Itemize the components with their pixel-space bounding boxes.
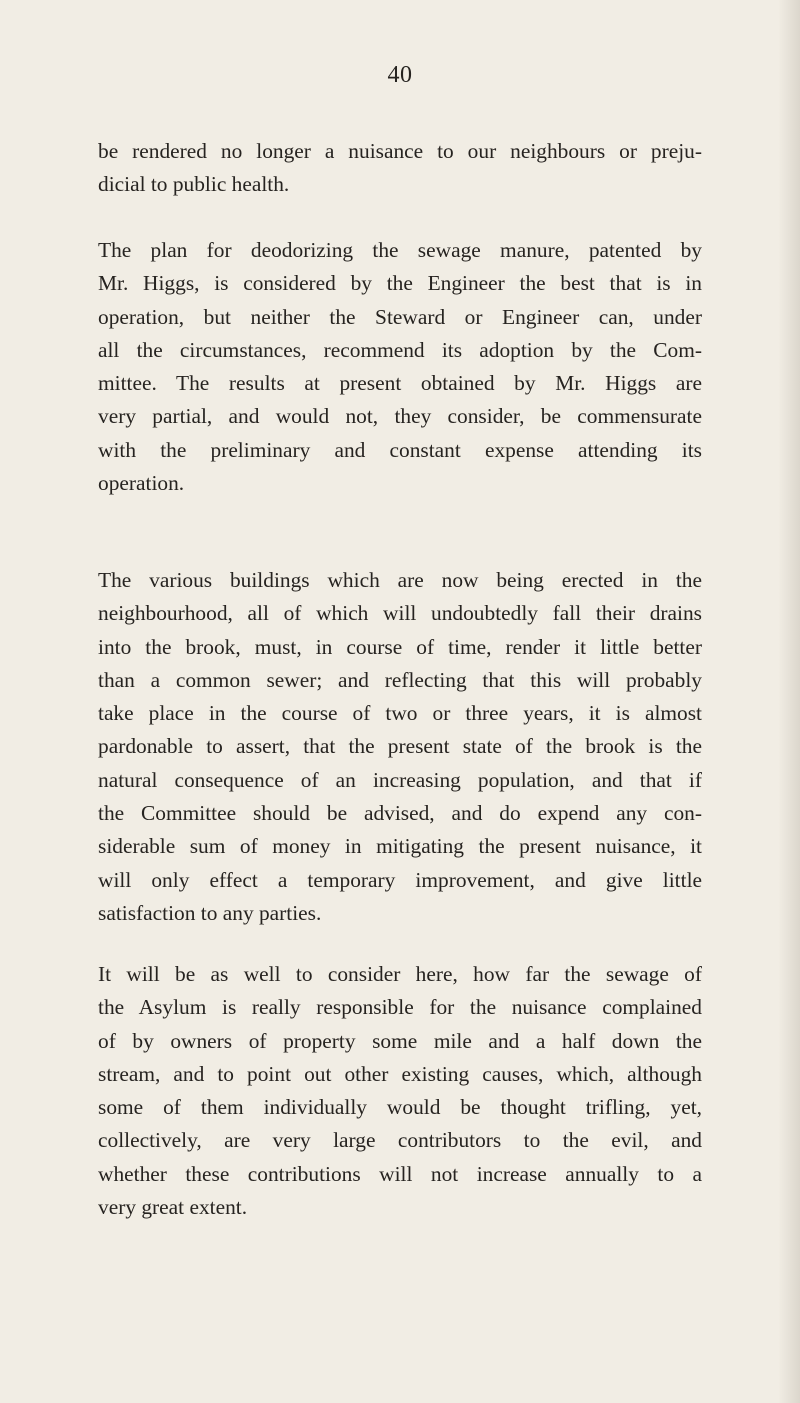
text-line: collectively, are very large contributors to the evil, and <box>98 1128 702 1153</box>
text-line: stream, and to point out other existing causes, which, although <box>98 1061 702 1086</box>
text-line: It will be as well to consider here, how far the sewage of <box>98 962 702 986</box>
text-line: The plan for deodorizing the sewage manure, patented by <box>98 238 702 262</box>
text-line: the Asylum is really responsible for the nuisance complained <box>98 995 702 1020</box>
text-line: mittee. The results at present obtained by Mr. Higgs are <box>98 371 702 396</box>
page-edge-shadow <box>778 0 800 1403</box>
text-line: Mr. Higgs, is considered by the Engineer the best that is in <box>98 271 702 296</box>
text-line: satisfaction to any parties. <box>98 900 322 925</box>
text-line: very partial, and would not, they consider, be commensurate <box>98 404 702 429</box>
paragraph-3 <box>98 564 702 930</box>
text-line: take place in the course of two or three years, it is almost <box>98 701 702 726</box>
text-line: the Committee should be advised, and do expend any con- <box>98 801 702 826</box>
paragraph-2 <box>98 234 702 500</box>
text-line: dicial to public health. <box>98 172 290 197</box>
text-line: will only effect a temporary improvement, and give little <box>98 867 702 892</box>
paragraph-1 <box>98 135 702 202</box>
text-line: natural consequence of an increasing population, and that if <box>98 767 702 792</box>
text-line: some of them individually would be thought trifling, yet, <box>98 1095 702 1120</box>
text-line: whether these contributions will not increase annually to a <box>98 1161 702 1186</box>
text-line: operation. <box>98 471 185 496</box>
text-line: operation, but neither the Steward or Engineer can, under <box>98 304 702 329</box>
text-line: be rendered no longer a nuisance to our neighbours or preju- <box>98 139 702 163</box>
text-line: than a common sewer; and reflecting that this will probably <box>98 667 702 692</box>
text-line: The various buildings which are now being erected in the <box>98 568 702 592</box>
text-line: of by owners of property some mile and a half down the <box>98 1028 702 1053</box>
text-line: very great extent. <box>98 1195 248 1220</box>
text-line: with the preliminary and constant expense attending its <box>98 437 702 462</box>
text-line: pardonable to assert, that the present state of the brook is the <box>98 734 702 759</box>
text-line: neighbourhood, all of which will undoubtedly fall their drains <box>98 601 702 626</box>
text-line: siderable sum of money in mitigating the present nuisance, it <box>98 834 702 859</box>
text-line: into the brook, must, in course of time, render it little better <box>98 634 702 659</box>
text-line: all the circumstances, recommend its adoption by the Com- <box>98 337 702 362</box>
paragraph-4 <box>98 958 702 1224</box>
page-number: 40 <box>387 62 413 88</box>
